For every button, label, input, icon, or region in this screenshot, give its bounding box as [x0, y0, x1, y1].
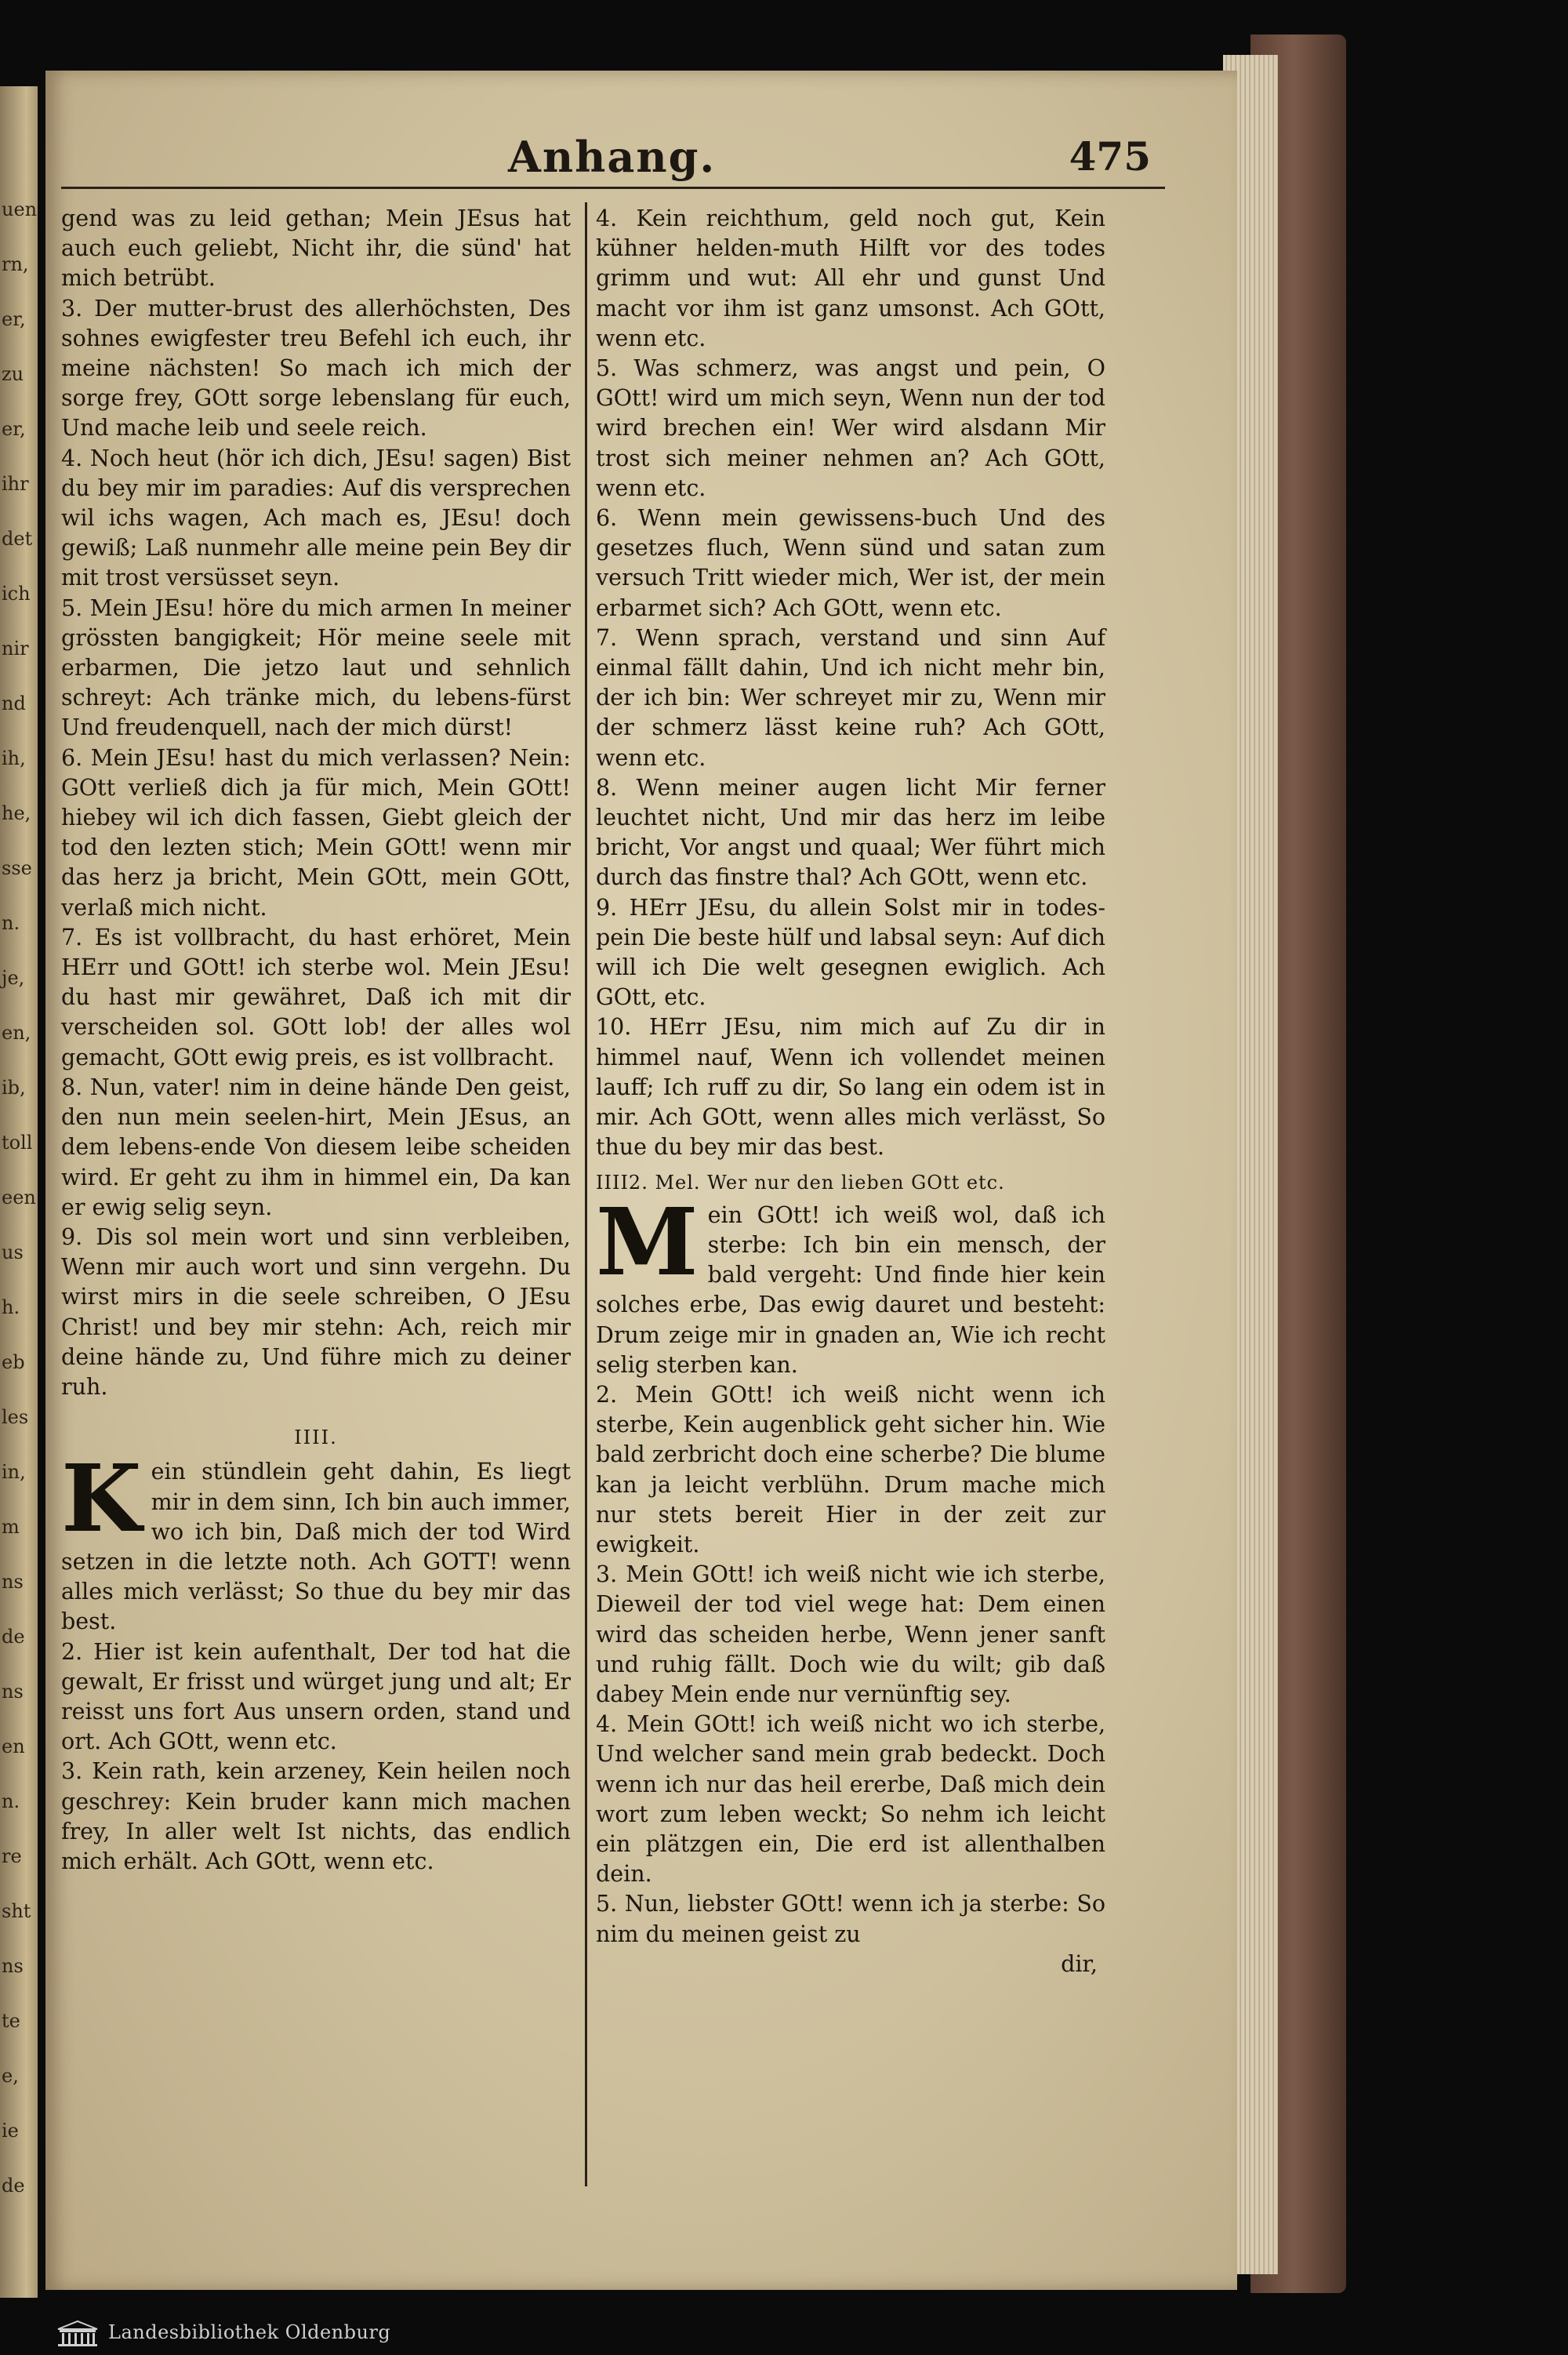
right-column: [596, 204, 1105, 1979]
previous-page-fragment: sse: [2, 857, 32, 879]
previous-page-fragment: er,: [2, 308, 26, 330]
verse: 10. HErr JEsu, nim mich auf Zu dir in himmel nauf, Wenn ich vollendet meinen lauff; Ich ruff zu dir, So lang ein odem ist in mir. Ach GOtt, wenn alles mich verlässt, So thue du bey mir das best.: [596, 1014, 1105, 1161]
previous-page-fragment: ih,: [2, 747, 26, 769]
hymn-opening-text: ein GOtt! ich weiß wol, daß ich sterbe: Ich bin ein mensch, der bald vergeht: Und finde hier kein solches erbe, Das ewig dauret und besteht: Drum zeige mir in gnaden an, Wie ich recht selig sterben kan.: [596, 1201, 1105, 1378]
verse: 3. Mein GOtt! ich weiß nicht wie ich sterbe, Dieweil der tod viel wege hat: Dem einen wird das scheiden herbe, Wenn jener sanft und ruhig fällt. Doch wie du wilt; gib daß dabey Mein ende nur vernünftig sey.: [596, 1561, 1105, 1707]
previous-page-fragment: zu: [2, 363, 24, 385]
verse: 5. Mein JEsu! höre du mich armen In meiner grössten bangigkeit; Hör meine seele mit erbarmen, Die jetzo laut und sehnlich schreyt: Ach tränke mich, du lebens-fürst Und freudenquell, nach der mich dürst!: [61, 594, 571, 741]
previous-page-fragment: in,: [2, 1461, 26, 1483]
header-rule: [61, 187, 1165, 189]
verse: 7. Wenn sprach, verstand und sinn Auf einmal fällt dahin, Und ich nicht mehr bin, der ich bin: Wer schreyet mir zu, Wenn mir der schmerz lässt keine ruh? Ach GOtt, wenn etc.: [596, 624, 1105, 771]
verse: 8. Nun, vater! nim in deine hände Den geist, den nun mein seelen-hirt, Mein JEsus, an dem lebens-ende Von diesem leibe scheiden wird. Er geht zu ihm in himmel ein, Da kan er ewig selig seyn.: [61, 1074, 571, 1220]
previous-page-fragment: nd: [2, 692, 26, 714]
previous-page-fragment: re: [2, 1845, 22, 1867]
previous-page-fragment: les: [2, 1406, 29, 1428]
verse: 6. Wenn mein gewissens-buch Und des gesetzes fluch, Wenn sünd und satan zum versuch Tritt wieder mich, Wer ist, der mein erbarmet sich? Ach GOtt, wenn etc.: [596, 505, 1105, 621]
verse: gend was zu leid gethan; Mein JEsus hat auch euch geliebt, Nicht ihr, die sünd' hat mich betrübt.: [61, 205, 571, 292]
previous-page-fragment: je,: [2, 967, 25, 989]
verse: 3. Kein rath, kein arzeney, Kein heilen noch geschrey: Kein bruder kann mich machen frey, In aller welt Ist nichts, das endlich mich erhält. Ach GOtt, wenn etc.: [61, 1758, 571, 1874]
previous-page-fragment: de: [2, 2175, 25, 2197]
verse: 5. Nun, liebster GOtt! wenn ich ja sterbe: So nim du meinen geist zu: [596, 1891, 1105, 1947]
left-column: [61, 204, 571, 1877]
previous-page-fragment: n.: [2, 1790, 20, 1812]
previous-page-fragment: ie: [2, 2120, 19, 2142]
previous-page-fragment: m: [2, 1516, 20, 1538]
previous-page-fragment: det: [2, 528, 33, 550]
previous-page-fragment: e,: [2, 2065, 19, 2087]
verse: 9. HErr JEsu, du allein Solst mir in todes-pein Die beste hülf und labsal seyn: Auf dich will ich Die welt gesegnen ewiglich. Ach GOtt, etc.: [596, 894, 1105, 1011]
previous-page-fragment: rn,: [2, 253, 29, 275]
drop-cap: K: [61, 1444, 142, 1554]
page-number: 475: [1069, 133, 1151, 180]
hymn-number: IIII.: [294, 1426, 338, 1449]
previous-page-fragment: ns: [2, 1955, 24, 1977]
verse: 6. Mein JEsu! hast du mich verlassen? Nein: GOtt verließ dich ja für mich, Mein GOtt! hiebey wil ich dich fassen, Giebt gleich der tod den lezten stich; Mein GOtt! wenn mir das herz ja bricht, Mein GOtt, mein GOtt, verlaß mich nicht.: [61, 744, 571, 921]
verse: 5. Was schmerz, was angst und pein, O GOtt! wird um mich seyn, Wenn nun der tod wird brechen ein! Wer wird alsdann Mir trost sich meiner nehmen an? Ach GOtt, wenn etc.: [596, 355, 1105, 501]
running-head: [45, 132, 1237, 194]
hymn-opening-verse: [596, 1187, 1105, 1380]
running-title: Anhang.: [508, 132, 717, 182]
previous-page-fragment: de: [2, 1626, 25, 1648]
previous-page-fragment: ihr: [2, 473, 29, 495]
hymn-number: IIII2.: [596, 1171, 648, 1194]
column-divider: [585, 202, 587, 2186]
verse: 7. Es ist vollbracht, du hast erhöret, Mein HErr und GOtt! ich sterbe wol. Mein JEsu! du hast mir gewähret, Daß ich mit dir verscheiden sol. GOtt lob! der alles wol gemacht, GOtt ewig preis, es ist vollbracht.: [61, 924, 571, 1070]
verse: 8. Wenn meiner augen licht Mir ferner leuchtet nicht, Und mir das herz im leibe bricht, Vor angst und quaal; Wer führt mich durch das finstre thal? Ach GOtt, wenn etc.: [596, 774, 1105, 891]
drop-cap: M: [596, 1187, 699, 1296]
library-building-icon: [55, 2320, 100, 2348]
hymn-opening-text: ein stündlein geht dahin, Es liegt mir in dem sinn, Ich bin auch immer, wo ich bin, Daß mich der tod Wird setzen in die letzte noth. Ach GOTT! wenn alles mich verlässt; So thue du bey mir das best.: [61, 1459, 571, 1635]
previous-page-fragment: ich: [2, 583, 31, 605]
previous-page-fragment: eb: [2, 1351, 25, 1373]
verse: 4. Mein GOtt! ich weiß nicht wo ich sterbe, Und welcher sand mein grab bedeckt. Doch wenn ich nur das heil ererbe, Daß mich dein wort zum leben weckt; So nehm ich leicht ein plätzgen ein, Die erd ist allenthalben dein.: [596, 1711, 1105, 1888]
verse: 4. Kein reichthum, geld noch gut, Kein kühner helden-muth Hilft vor des todes grimm und wut: All ehr und gunst Und macht vor ihm ist ganz umsonst. Ach GOtt, wenn etc.: [596, 205, 1105, 351]
previous-page-fragment: n.: [2, 912, 20, 934]
previous-page-edge: [0, 86, 38, 2298]
verse: 2. Hier ist kein aufenthalt, Der tod hat die gewalt, Er frisst und würget jung und alt; Er reisst uns fort Aus unsern orden, stand und ort. Ach GOtt, wenn etc.: [61, 1638, 571, 1755]
melody-indication: Mel. Wer nur den lieben GOtt etc.: [655, 1171, 1005, 1194]
previous-page-fragment: sht: [2, 1900, 31, 1922]
library-name: Landesbibliothek Oldenburg: [108, 2321, 391, 2343]
previous-page-fragment: h.: [2, 1296, 20, 1318]
previous-page-fragment: ns: [2, 1681, 24, 1703]
verse: 9. Dis sol mein wort und sinn verbleiben, Wenn mir auch wort und sinn vergehn. Du wirst mirs in die seele schreiben, O JEsu Christ! und bey mir stehn: Ach, reich mir deine hände zu, Und führe mich zu deiner ruh.: [61, 1223, 571, 1400]
previous-page-fragment: ib,: [2, 1077, 26, 1099]
previous-page-fragment: en,: [2, 1022, 31, 1044]
previous-page-fragment: ns: [2, 1571, 24, 1593]
hymn-opening-verse: [61, 1444, 571, 1637]
previous-page-fragment: een: [2, 1187, 36, 1208]
hymn-heading: [596, 1168, 1105, 1197]
book-page: [45, 71, 1237, 2290]
verse: 4. Noch heut (hör ich dich, JEsu! sagen) Bist du bey mir im paradies: Auf dis versprechen wil ichs wagen, Ach mach es, JEsu! doch gewiß; Laß nunmehr alle meine pein Bey dir mit trost versüsset seyn.: [61, 445, 571, 591]
previous-page-fragment: nir: [2, 638, 29, 660]
catchword: dir,: [1061, 1950, 1098, 1977]
previous-page-fragment: uen: [2, 198, 38, 220]
previous-page-fragment: toll: [2, 1132, 33, 1154]
verse: 3. Der mutter-brust des allerhöchsten, Des sohnes ewigfester treu Befehl ich euch, ihr meine nächsten! So mach ich mich der sorge frey, GOtt sorge lebenslang für euch, Und mache leib und seele reich.: [61, 295, 571, 442]
verse: 2. Mein GOtt! ich weiß nicht wenn ich sterbe, Kein augenblick geht sicher hin. Wie bald zerbricht doch eine scherbe? Die blume kan ja leicht verblühn. Drum mache mich nur stets bereit Hier in der zeit zur ewigkeit.: [596, 1381, 1105, 1557]
previous-page-fragment: he,: [2, 802, 31, 824]
previous-page-fragment: us: [2, 1241, 24, 1263]
previous-page-fragment: te: [2, 2010, 20, 2032]
previous-page-fragment: en: [2, 1735, 25, 1757]
previous-page-fragment: er,: [2, 418, 26, 440]
